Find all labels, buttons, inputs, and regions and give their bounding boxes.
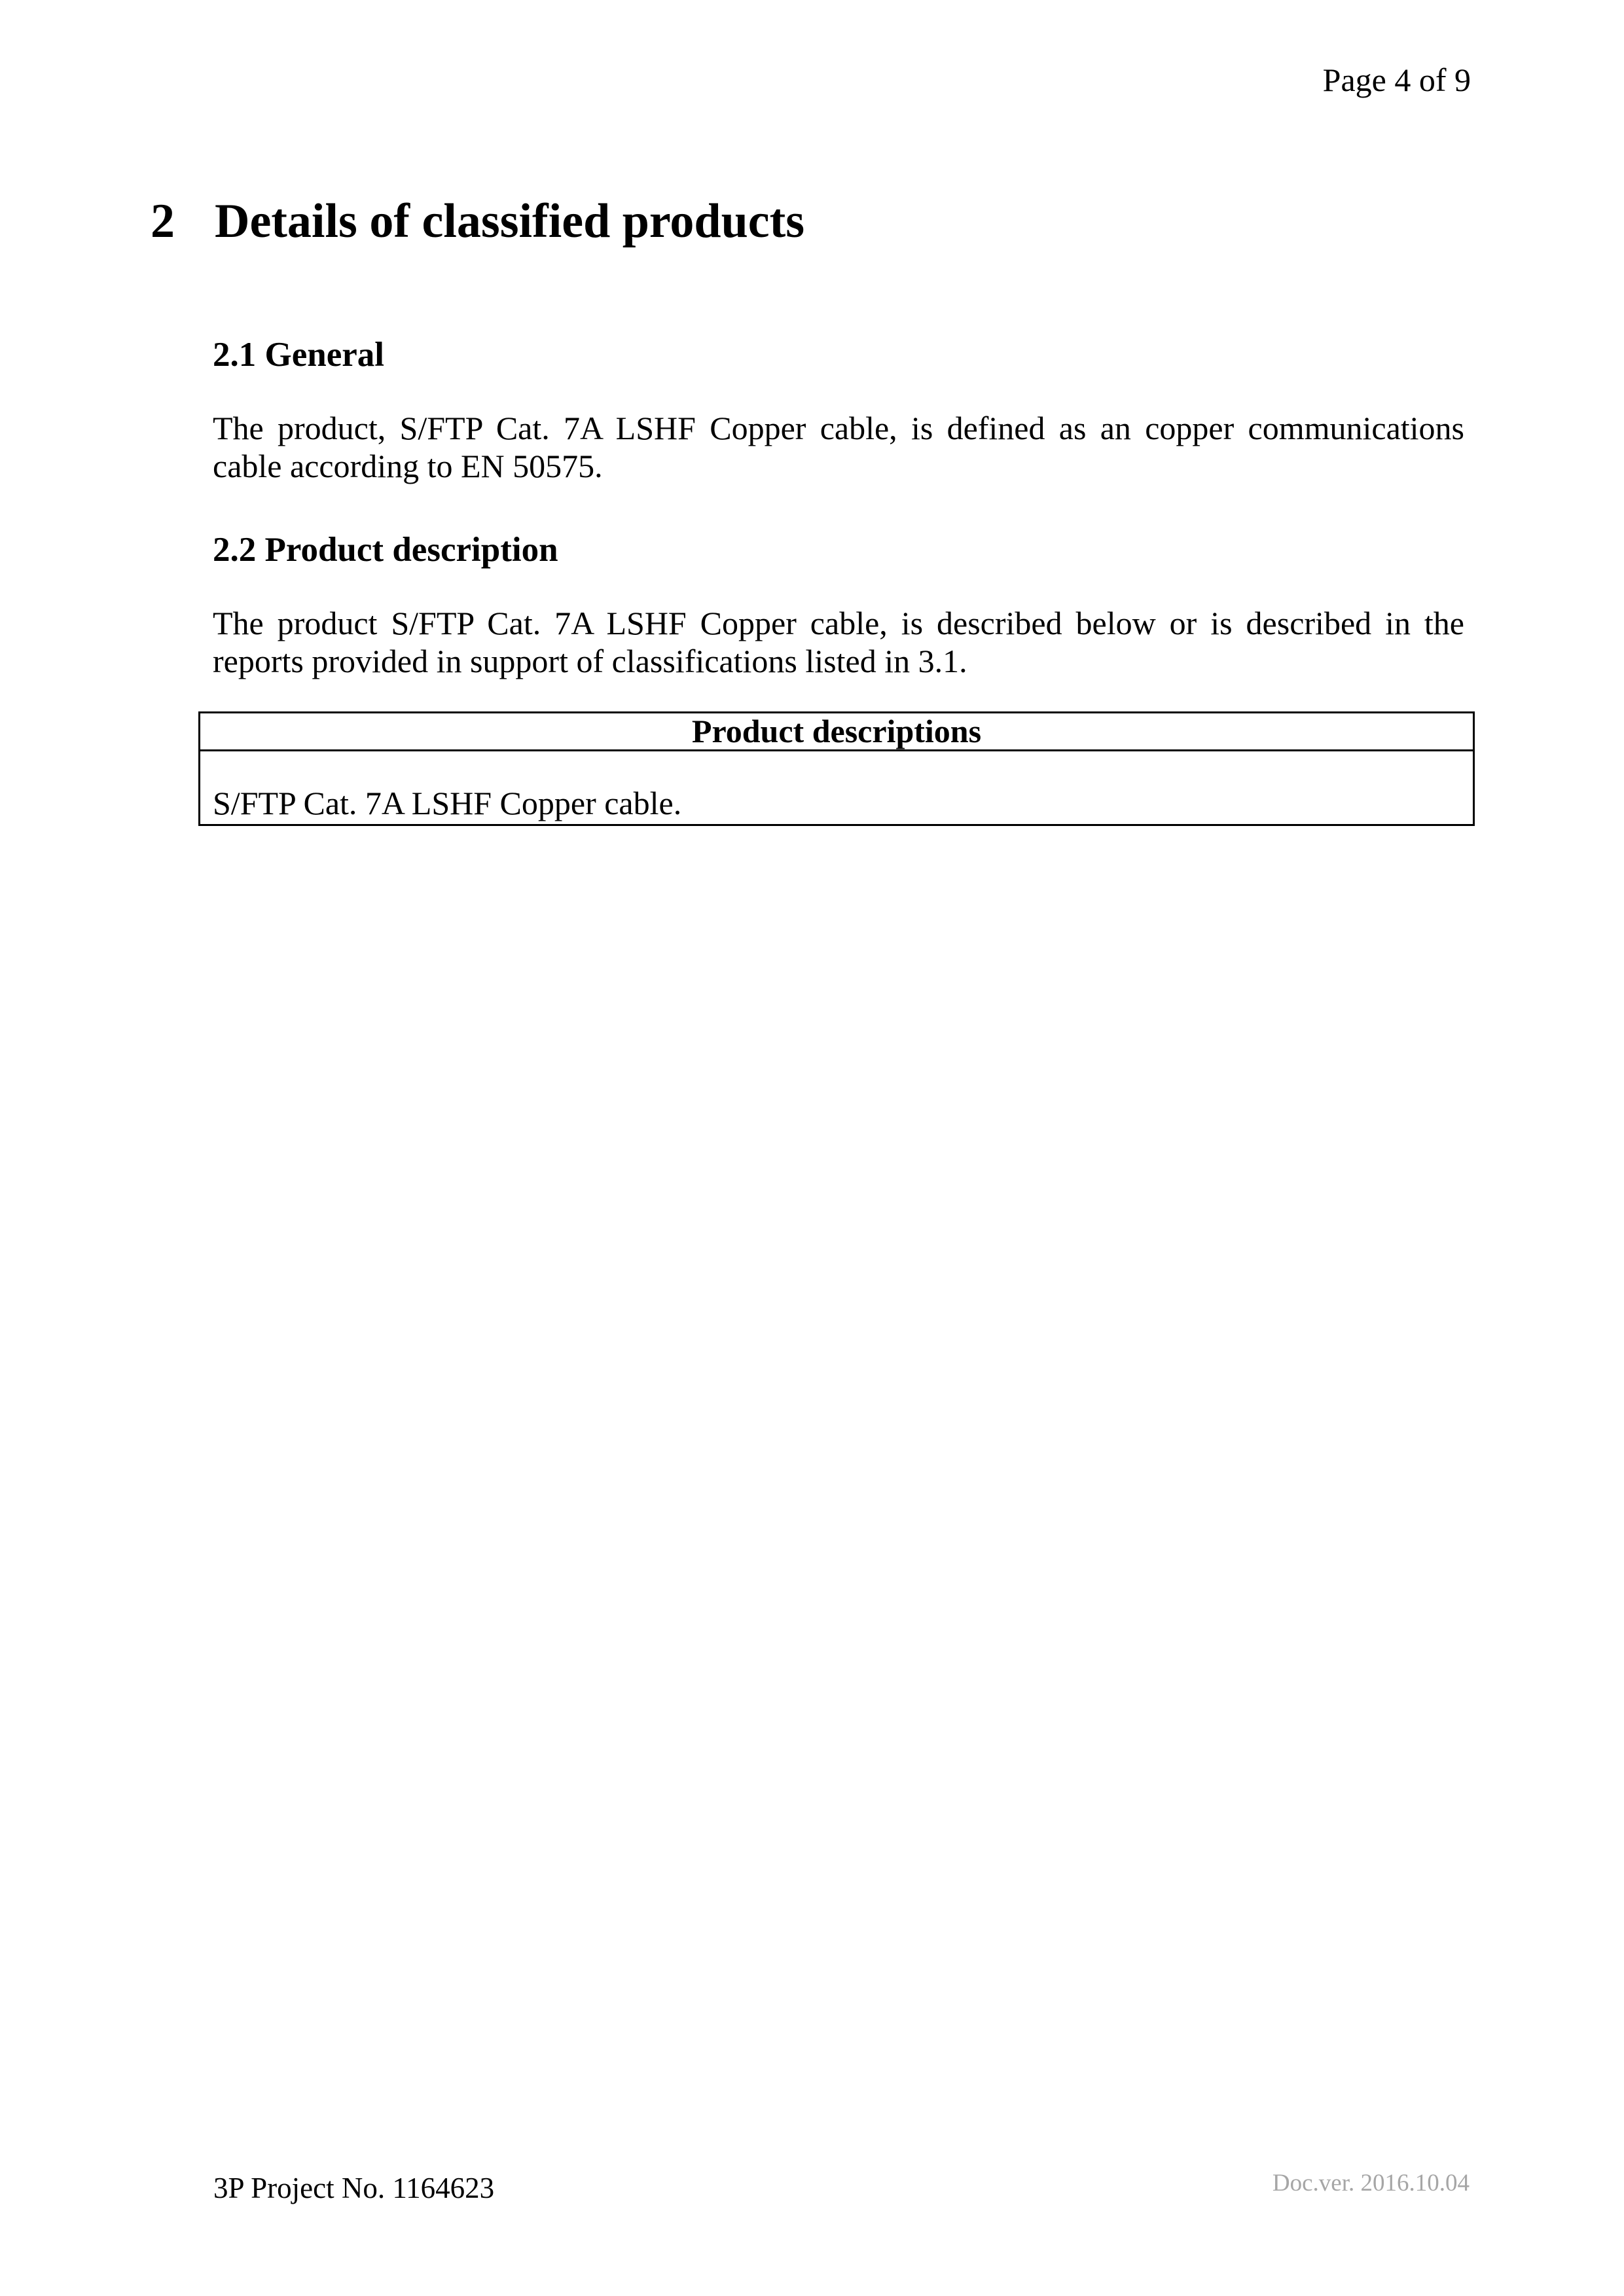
paragraph-line: The product, S/FTP Cat. 7A LSHF Copper cable, is defined as an copper communications <box>213 410 1464 446</box>
footer-doc-version: Doc.ver. 2016.10.04 <box>1272 2170 1470 2197</box>
table-row: S/FTP Cat. 7A LSHF Copper cable. <box>213 785 682 821</box>
section-heading-2-1: 2.1 General <box>213 336 384 374</box>
table-header-cell: Product descriptions <box>200 713 1473 751</box>
paragraph-line: cable according to EN 50575. <box>213 448 603 484</box>
section-2-2-paragraph <box>213 604 1464 680</box>
paragraph-line: The product S/FTP Cat. 7A LSHF Copper cable, is described below or is described in the <box>213 605 1464 641</box>
footer-project-number: 3P Project No. 1164623 <box>213 2172 495 2204</box>
product-descriptions-table <box>198 711 1475 826</box>
chapter-heading <box>151 195 804 247</box>
section-heading-2-2: 2.2 Product description <box>213 531 558 569</box>
section-2-1-paragraph <box>213 409 1464 485</box>
paragraph-line: reports provided in support of classifications listed in 3.1. <box>213 643 967 679</box>
chapter-heading-number: 2 <box>151 194 175 248</box>
chapter-heading-title: Details of classified products <box>215 194 805 248</box>
page-number: Page 4 of 9 <box>1322 62 1471 98</box>
